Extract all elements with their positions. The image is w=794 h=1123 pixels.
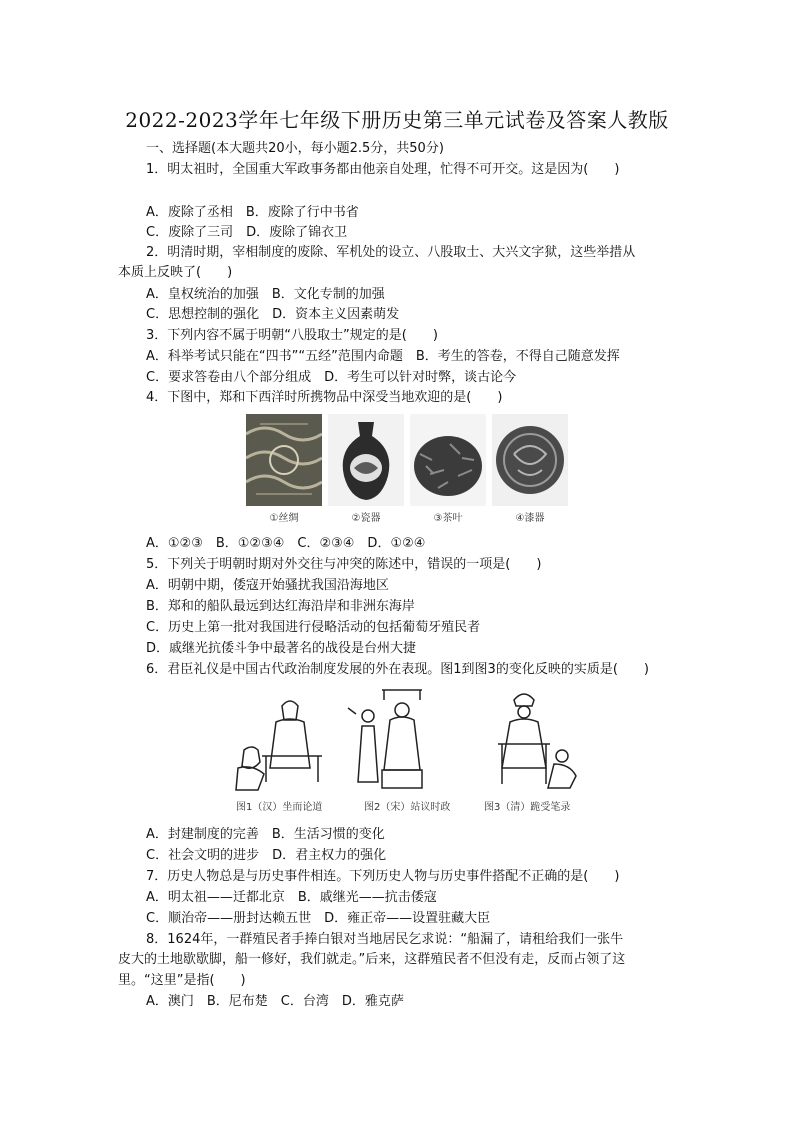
silk-image: [246, 414, 322, 506]
page-title: 2022-2023学年七年级下册历史第三单元试卷及答案人教版: [125, 108, 669, 132]
q7-stem: 7．历史人物总是与历史事件相连。下列历史人物与历史事件搭配不正确的是( ): [146, 869, 620, 884]
q2-stem-line2: 本质上反映了( ): [118, 265, 233, 280]
q1-options-cd: C．废除了三司 D．废除了锦衣卫: [146, 225, 348, 240]
q8-stem-line1: 8．1624年，一群殖民者手捧白银对当地居民乞求说：“船漏了，请租给我们一张牛: [146, 932, 624, 947]
q6-options-cd: C．社会文明的进步 D．君主权力的强化: [146, 848, 387, 863]
q7-options-ab: A．明太祖——迁都北京 B．戚继光——抗击倭寇: [146, 890, 437, 905]
q7-options-cd: C．顺治帝——册封达赖五世 D．雍正帝——设置驻藏大臣: [146, 911, 491, 926]
q1-stem: 1．明太祖时，全国重大军政事务都由他亲自处理，忙得不可开交。这是因为( ): [146, 162, 620, 177]
caption-silk: ①丝绸: [269, 513, 299, 524]
etiquette-illustrations: [232, 686, 592, 796]
tea-image: [410, 414, 486, 506]
caption-fig3: 图3（清）跪受笔录: [484, 802, 571, 813]
caption-porcelain: ②瓷器: [351, 513, 381, 524]
q5-option-d: D．戚继光抗倭斗争中最著名的战役是台州大捷: [146, 641, 417, 656]
q3-options-cd: C．要求答卷由八个部分组成 D．考生可以针对时弊，谈古论今: [146, 370, 517, 385]
q5-option-a: A．明朝中期，倭寇开始骚扰我国沿海地区: [146, 578, 389, 593]
q8-stem-line2: 皮大的土地歇歇脚，船一修好，我们就走。”后来，这群殖民者不但没有走，反而占领了这: [118, 952, 626, 967]
q4-stem: 4．下图中，郑和下西洋时所携物品中深受当地欢迎的是( ): [146, 390, 503, 405]
q5-stem: 5．下列关于明朝时期对外交往与冲突的陈述中，错误的一项是( ): [146, 557, 542, 572]
q4-figure: [246, 414, 574, 524]
q5-option-c: C．历史上第一批对我国进行侵略活动的包括葡萄牙殖民者: [146, 620, 481, 635]
caption-lacquerware: ④漆器: [515, 513, 545, 524]
caption-fig2: 图2（宋）站议时政: [364, 802, 451, 813]
q2-stem-line1: 2．明清时期，宰相制度的废除、军机处的设立、八股取士、大兴文字狱，这些举措从: [146, 245, 636, 260]
q8-options: A．澳门 B．尼布楚 C．台湾 D．雅克萨: [146, 994, 404, 1009]
q8-stem-line3: 里。“这里”是指( ): [118, 973, 246, 988]
caption-fig1: 图1（汉）坐而论道: [236, 802, 323, 813]
caption-tea: ③茶叶: [433, 513, 463, 524]
q2-options-cd: C．思想控制的强化 D．资本主义因素萌发: [146, 307, 400, 322]
q5-option-b: B．郑和的船队最远到达红海沿岸和非洲东海岸: [146, 599, 415, 614]
q2-options-ab: A．皇权统治的加强 B．文化专制的加强: [146, 287, 385, 302]
q6-stem: 6．君臣礼仪是中国古代政治制度发展的外在表现。图1到图3的变化反映的实质是( ): [146, 662, 649, 677]
q1-options-ab: A．废除了丞相 B．废除了行中书省: [146, 205, 359, 220]
porcelain-image: [328, 414, 404, 506]
q4-options: A．①②③ B．①②③④ C．②③④ D．①②④: [146, 536, 426, 551]
q6-figure: [232, 686, 592, 814]
q6-options-ab: A．封建制度的完善 B．生活习惯的变化: [146, 827, 385, 842]
q3-options-ab: A．科举考试只能在“四书”“五经”范围内命题 B．考生的答卷，不得自己随意发挥: [146, 349, 620, 364]
section-heading: 一、选择题(本大题共20小，每小题2.5分，共50分): [146, 141, 444, 156]
q3-stem: 3．下列内容不属于明朝“八股取士”规定的是( ): [146, 328, 438, 343]
lacquerware-image: [492, 414, 568, 506]
